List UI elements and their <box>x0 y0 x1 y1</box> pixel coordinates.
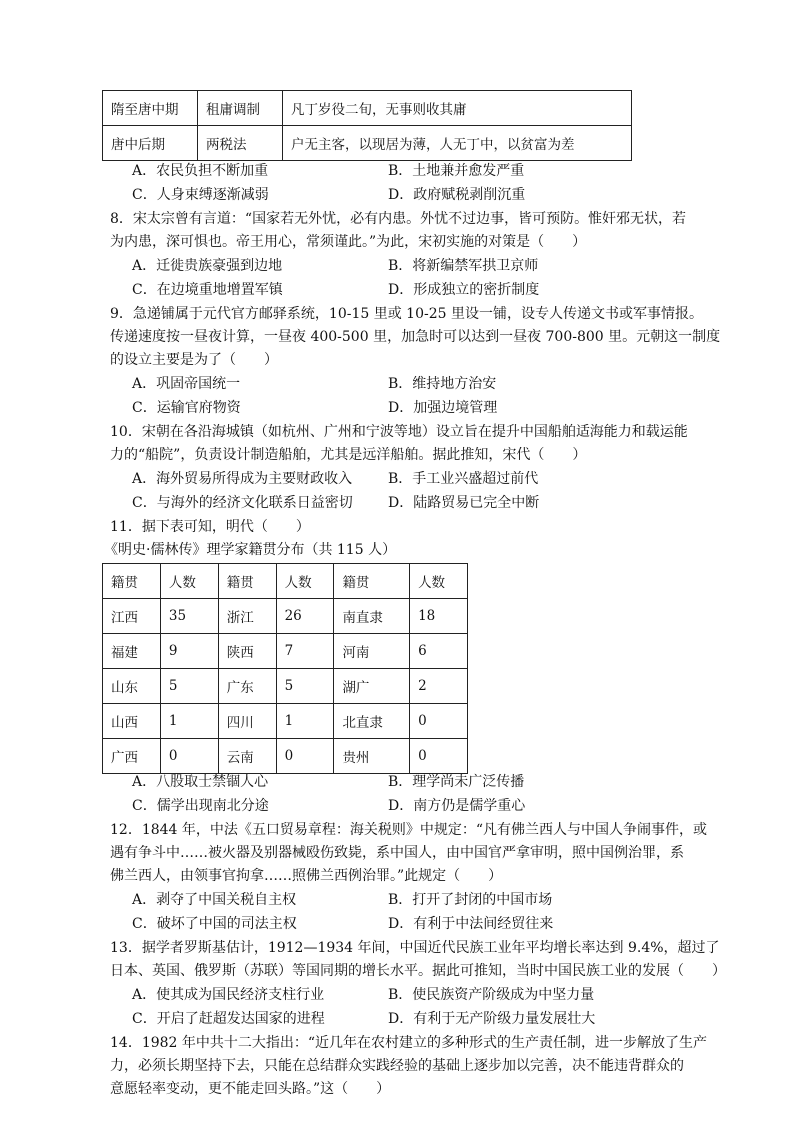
table-cell: 0 <box>410 739 468 774</box>
table-cell: 18 <box>410 599 468 634</box>
q8-option-d: D．形成独立的密折制度 <box>388 282 540 298</box>
q9-option-d: D．加强边境管理 <box>388 400 498 416</box>
table-row <box>103 634 468 669</box>
q7-option-c: C．人身束缚逐渐减弱 <box>132 187 269 203</box>
q13-option-c: C．开启了赶超发达国家的进程 <box>132 1011 325 1027</box>
table-cell: 河南 <box>334 634 410 669</box>
q12-stem-line: 遇有争斗中……被火器及别器械殴伤致毙，系中国人，由中国官严拿审明，照中国例治罪，系 <box>110 845 684 861</box>
table-cell: 1 <box>276 704 334 739</box>
q9-option-a: A．巩固帝国统一 <box>132 376 241 392</box>
table-cell: 0 <box>160 739 218 774</box>
q8-stem-line: 8．宋太宗曾有言道：“国家若无外忧，必有内患。外忧不过边事，皆可预防。惟奸邪无状，若 <box>110 211 687 227</box>
q8-option-a: A．迁徙贵族豪强到边地 <box>132 258 283 274</box>
q13-option-d: D．有利于无产阶级力量发展壮大 <box>388 1011 596 1027</box>
q9-stem-line: 的设立主要是为了（ ） <box>110 352 278 368</box>
table-cell: 凡丁岁役二旬，无事则收其庸 <box>283 91 632 126</box>
table-cell: 南直隶 <box>334 599 410 634</box>
q8-option-b: B．将新编禁军拱卫京师 <box>388 258 539 274</box>
q14-stem-line: 14．1982 年中共十二大指出：“近几年在农村建立的多种形式的生产责任制，进一步解放了生产 <box>110 1035 708 1051</box>
q12-option-d: D．有利于中法间经贸往来 <box>388 916 554 932</box>
table-cell: 2 <box>410 669 468 704</box>
scholar-origin-table <box>102 563 468 774</box>
table-cell: 广西 <box>103 739 161 774</box>
q10-option-d: D．陆路贸易已完全中断 <box>388 495 540 511</box>
q8-option-c: C．在边境重地增置军镇 <box>132 282 283 298</box>
table-cell: 江西 <box>103 599 161 634</box>
table-cell: 北直隶 <box>334 704 410 739</box>
table-cell: 9 <box>160 634 218 669</box>
table-cell: 隋至唐中期 <box>103 91 198 126</box>
table-cell: 浙江 <box>218 599 276 634</box>
q13-stem-line: 13．据学者罗斯基估计，1912—1934 年间，中国近代民族工业年平均增长率达到 9.4%，超过了 <box>110 940 720 956</box>
table-row <box>103 704 468 739</box>
table-cell: 陕西 <box>218 634 276 669</box>
q13-option-b: B．使民族资产阶级成为中坚力量 <box>388 987 595 1003</box>
q7-option-a: A．农民负担不断加重 <box>132 163 269 179</box>
q12-stem-line: 佛兰西人，由领事官拘拿……照佛兰西例治罪。”此规定（ ） <box>110 868 503 884</box>
table-cell: 26 <box>276 599 334 634</box>
table-row <box>103 126 632 161</box>
q14-stem-line: 力，必须长期坚持下去，只能在总结群众实践经验的基础上逐步加以完善，决不能违背群众的 <box>110 1058 684 1074</box>
table-header: 籍贯 <box>218 564 276 599</box>
table-cell: 四川 <box>218 704 276 739</box>
table-cell: 湖广 <box>334 669 410 704</box>
q10-stem-line: 力的“船院”，负责设计制造船舶，尤其是远洋船舶。据此推知，宋代（ ） <box>110 447 587 463</box>
q11-stem-line: 11．据下表可知，明代（ ） <box>110 519 310 535</box>
table-header: 人数 <box>410 564 468 599</box>
q10-option-a: A．海外贸易所得成为主要财政收入 <box>132 471 353 487</box>
q11-option-b: B．理学尚未广泛传播 <box>388 774 525 790</box>
table-header: 人数 <box>160 564 218 599</box>
table-cell: 5 <box>276 669 334 704</box>
q12-stem-line: 12．1844 年，中法《五口贸易章程：海关税则》中规定：“凡有佛兰西人与中国人争闹事件，或 <box>110 822 708 838</box>
table-cell: 7 <box>276 634 334 669</box>
q14-stem-line: 意愿轻率变动，更不能走回头路。”这（ ） <box>110 1081 391 1097</box>
q13-stem-line: 日本、英国、俄罗斯（苏联）等国同期的增长水平。据此可推知，当时中国民族工业的发展（ ） <box>110 963 726 979</box>
table-cell: 0 <box>276 739 334 774</box>
q7-option-d: D．政府赋税剥削沉重 <box>388 187 526 203</box>
q13-option-a: A．使其成为国民经济支柱行业 <box>132 987 325 1003</box>
q12-option-a: A．剥夺了中国关税自主权 <box>132 892 297 908</box>
table-cell: 户无主客，以现居为薄，人无丁中，以贫富为差 <box>283 126 632 161</box>
table-cell: 6 <box>410 634 468 669</box>
table-row <box>103 91 632 126</box>
table-cell: 1 <box>160 704 218 739</box>
table-cell: 0 <box>410 704 468 739</box>
table-cell: 贵州 <box>334 739 410 774</box>
q11-option-a: A．八股取士禁锢人心 <box>132 774 269 790</box>
table-cell: 租庸调制 <box>198 91 283 126</box>
q8-stem-line: 为内患，深可惧也。帝王用心，常须谨此。”为此，宋初实施的对策是（ ） <box>110 234 587 250</box>
q12-option-c: C．破坏了中国的司法主权 <box>132 916 297 932</box>
table-cell: 35 <box>160 599 218 634</box>
table-header-row <box>103 564 468 599</box>
table-cell: 福建 <box>103 634 161 669</box>
q9-stem-line: 传递速度按一昼夜计算，一昼夜 400-500 里，加急时可以达到一昼夜 700-800 里。元朝这一制度 <box>110 329 721 345</box>
q11-table-caption: 《明史·儒林传》理学家籍贯分布（共 115 人） <box>104 542 397 558</box>
tax-system-table <box>102 90 632 161</box>
q10-option-c: C．与海外的经济文化联系日益密切 <box>132 495 353 511</box>
table-cell: 山东 <box>103 669 161 704</box>
table-cell: 两税法 <box>198 126 283 161</box>
table-header: 籍贯 <box>334 564 410 599</box>
q11-option-d: D．南方仍是儒学重心 <box>388 798 526 814</box>
table-cell: 云南 <box>218 739 276 774</box>
q9-option-b: B．维持地方治安 <box>388 376 497 392</box>
table-header: 人数 <box>276 564 334 599</box>
q11-option-c: C．儒学出现南北分途 <box>132 798 269 814</box>
q9-option-c: C．运输官府物资 <box>132 400 241 416</box>
table-row <box>103 739 468 774</box>
table-cell: 唐中后期 <box>103 126 198 161</box>
q12-option-b: B．打开了封闭的中国市场 <box>388 892 553 908</box>
q10-stem-line: 10．宋朝在各沿海城镇（如杭州、广州和宁波等地）设立旨在提升中国船舶适海能力和载运能 <box>110 424 688 440</box>
q7-option-b: B．土地兼并愈发严重 <box>388 163 525 179</box>
table-row <box>103 669 468 704</box>
table-cell: 广东 <box>218 669 276 704</box>
table-row <box>103 599 468 634</box>
table-cell: 山西 <box>103 704 161 739</box>
q9-stem-line: 9．急递铺属于元代官方邮驿系统，10-15 里或 10-25 里设一铺，设专人传递文书或军事情报。 <box>110 306 703 322</box>
table-cell: 5 <box>160 669 218 704</box>
q10-option-b: B．手工业兴盛超过前代 <box>388 471 539 487</box>
table-header: 籍贯 <box>103 564 161 599</box>
